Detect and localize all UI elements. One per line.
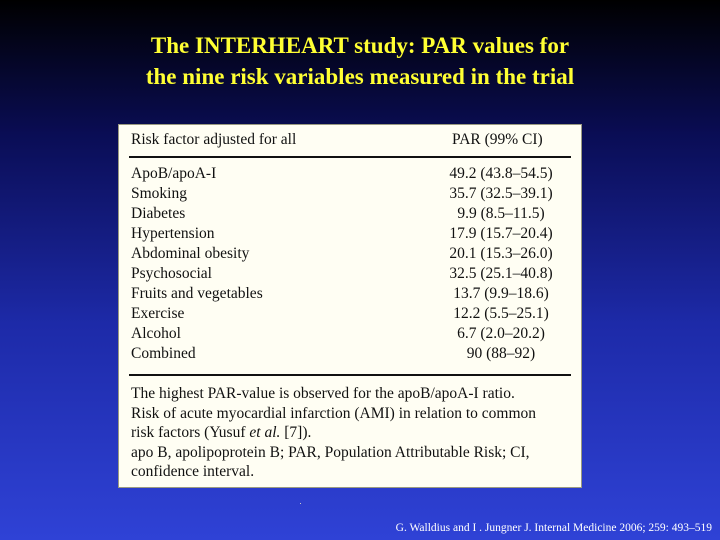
risk-factor-name: Smoking <box>131 185 187 202</box>
risk-factor-name: Hypertension <box>131 225 215 242</box>
risk-factor-name: Combined <box>131 345 196 362</box>
table-header <box>131 131 569 153</box>
par-value: 49.2 (43.8–54.5) <box>449 165 553 182</box>
table-body <box>131 164 569 364</box>
risk-factor-name: Fruits and vegetables <box>131 285 263 302</box>
table-row <box>131 224 569 244</box>
slide-title-line-2: the nine risk variables measured in the trial <box>145 64 575 89</box>
header-rule <box>129 156 571 158</box>
decorative-dot <box>300 503 301 504</box>
footnote-line: The highest PAR-value is observed for the apoB/apoA-I ratio. <box>131 385 515 402</box>
citation: G. Walldius and I . Jungner J. Internal Medicine 2006; 259: 493–519 <box>395 522 712 534</box>
risk-factor-name: ApoB/apoA-I <box>131 165 217 182</box>
par-value: 6.7 (2.0–20.2) <box>457 325 545 342</box>
footnote-italic-text: et al. <box>249 424 281 441</box>
footnote-line: apo B, apolipoprotein B; PAR, Population Attributable Risk; CI, <box>131 443 530 461</box>
par-value: 20.1 (15.3–26.0) <box>449 245 553 262</box>
risk-factor-name: Abdominal obesity <box>131 245 250 262</box>
table-row <box>131 264 569 284</box>
table-row <box>131 344 569 364</box>
par-value: 12.2 (5.5–25.1) <box>453 305 549 322</box>
par-value: 13.7 (9.9–18.6) <box>453 285 549 302</box>
table-row <box>131 184 569 204</box>
par-value: 35.7 (32.5–39.1) <box>449 185 553 202</box>
footnote-line: confidence interval. <box>131 463 255 480</box>
risk-factor-name: Psychosocial <box>131 265 212 282</box>
footnote-text: risk factors (Yusuf <box>131 424 250 441</box>
table-row <box>131 244 569 264</box>
table-row <box>131 164 569 184</box>
table-row <box>131 304 569 324</box>
slide-title-line-1: The INTERHEART study: PAR values for <box>150 33 570 58</box>
table-row <box>131 284 569 304</box>
par-value: 32.5 (25.1–40.8) <box>449 265 553 282</box>
footnote-text: [7]). <box>280 424 312 441</box>
footnote-line: Risk of acute myocardial infarction (AMI) in relation to common <box>131 404 537 422</box>
slide-title <box>0 30 720 92</box>
table-footnote <box>131 384 571 482</box>
header-risk-factor: Risk factor adjusted for all <box>131 131 297 148</box>
footnote-line <box>131 423 571 443</box>
par-value: 90 (88–92) <box>466 345 536 362</box>
par-value: 17.9 (15.7–20.4) <box>449 225 553 242</box>
header-par: PAR (99% CI) <box>452 131 543 148</box>
table-row <box>131 324 569 344</box>
par-table-card <box>118 124 582 488</box>
risk-factor-name: Diabetes <box>131 205 186 222</box>
footer-rule <box>129 374 571 376</box>
par-value: 9.9 (8.5–11.5) <box>457 205 545 222</box>
risk-factor-name: Alcohol <box>131 325 181 342</box>
table-row <box>131 204 569 224</box>
risk-factor-name: Exercise <box>131 305 185 322</box>
